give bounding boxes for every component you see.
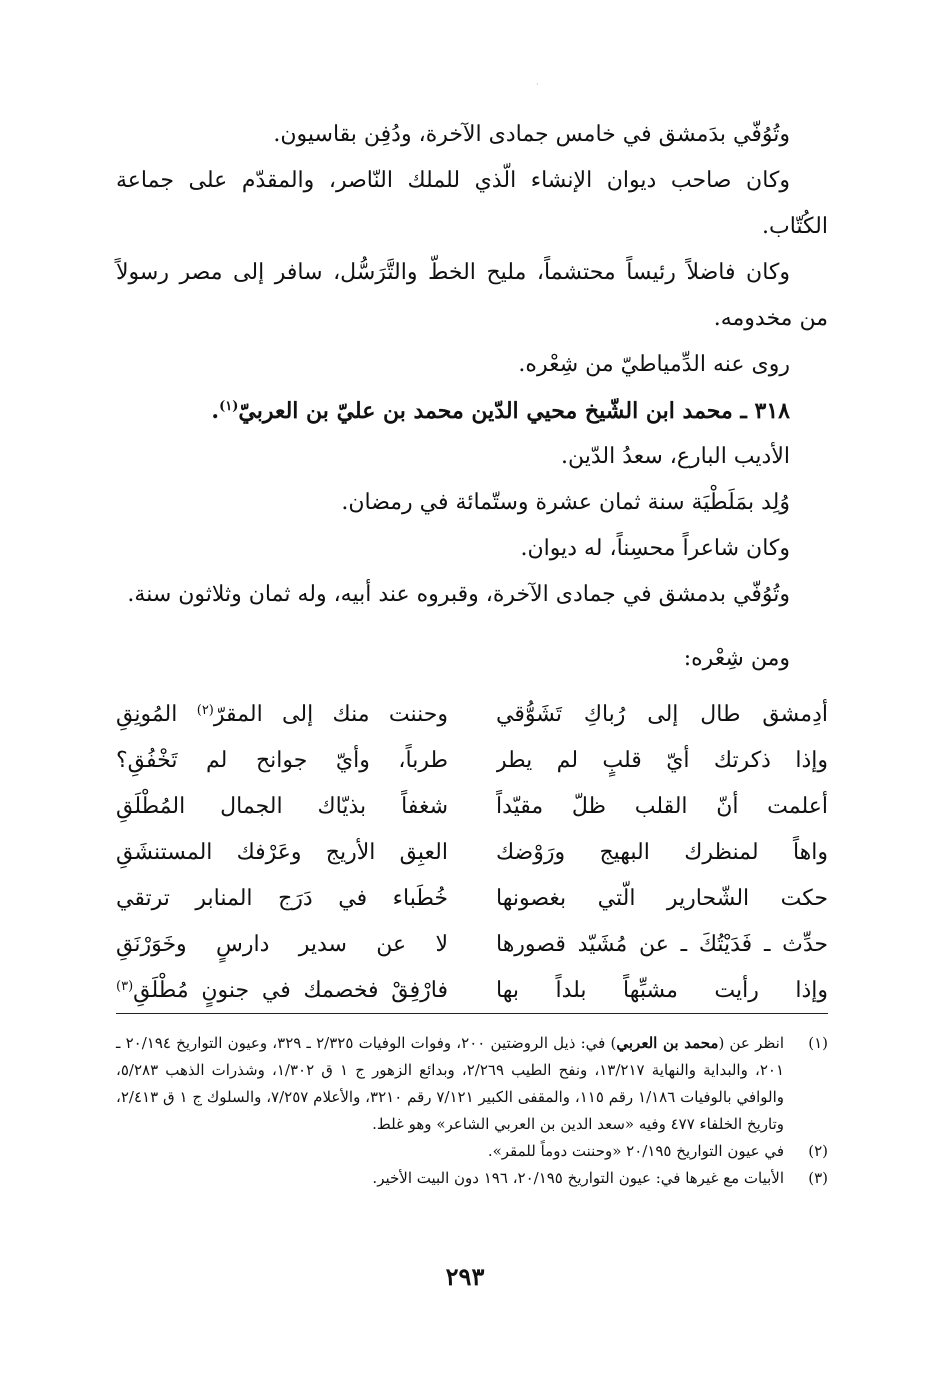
hemistich-second: خُطَباء في دَرَج المنابر ترتقي bbox=[116, 886, 448, 911]
poem bbox=[116, 692, 828, 1014]
main-text bbox=[116, 112, 828, 682]
footnote-divider bbox=[116, 1013, 828, 1014]
footnote-text bbox=[116, 1030, 784, 1138]
footnote-body: ) في: ذيل الروضتين ٢٠٠، وفوات الوفيات ٢/٣٢٥ ـ ٣٢٩، وعيون التواريخ ٢٠/١٩٤ ـ ٢٠١، والبداية والنهاية ١٣/٢١٧، ونفح الطيب ٢/٢٦٩، وبدائع الزهور ج ١ ق ١/٣٠٢، وشذرات الذهب ٥/٢٨٣، والوافي بالوفيات ١/١٨٦ رقم ١١٥، والمقفى الكبير ٧/١٢١ رقم ٣٢١٠، والأعلام ٧/٢٥٧، والسلوك ج ١ ق ٢/٤١٣، وتاريخ الخلفاء ٤٧٧ وفيه «سعد الدين بن العربي الشاعر» وهو غلط. bbox=[116, 1034, 785, 1133]
paragraph-birth: وُلِد بمَلَطْيَة سنة ثمان عشرة وستّمائة في رمضان. bbox=[341, 490, 790, 515]
paragraph-narration: روى عنه الدِّمياطيّ من شِعْره. bbox=[518, 352, 790, 377]
poem-line bbox=[116, 922, 828, 968]
hemistich-first: وإذا ذكرتك أيّ قلبٍ لم يطر bbox=[496, 748, 828, 773]
hemistich-second: شغفاً بذيّاك الجمال المُطْلَقِ bbox=[116, 794, 448, 819]
hemistich-end: المُونِقِ bbox=[116, 702, 197, 727]
footnote-text: الأبيات مع غيرها في: عيون التواريخ ٢٠/١٩٥، ١٩٦ دون البيت الأخير. bbox=[372, 1169, 784, 1187]
hemistich-text: وحننت منك إلى المقرّ bbox=[213, 702, 448, 727]
footnote bbox=[116, 1165, 828, 1192]
footnote-number: (٣) bbox=[808, 1169, 828, 1187]
hemistich-first: وإذا رأيت مشبِّهاً بلداً بها bbox=[496, 978, 828, 1003]
footnote-ref-3: (٣) bbox=[116, 979, 134, 994]
poem-line bbox=[116, 784, 828, 830]
paragraph-epithet: الأديب البارع، سعدُ الدّين. bbox=[561, 444, 790, 469]
hemistich-first: أعلمت أنّ القلب ظلّ مقيّداً bbox=[496, 794, 828, 819]
poem-line bbox=[116, 738, 828, 784]
paragraph-office: وكان صاحب ديوان الإنشاء الّذي للملك النّاصر، والمقدّم على جماعة الكُتّاب. bbox=[116, 168, 828, 239]
poem-line bbox=[116, 876, 828, 922]
footnote-text: في عيون التواريخ ٢٠/١٩٥ «وحننت دوماً للمقر». bbox=[487, 1142, 784, 1160]
hemistich-first: حكت الشّحارير الّتي بغصونها bbox=[496, 886, 828, 911]
poem-intro: ومن شِعْره: bbox=[683, 646, 790, 671]
entry-title: ٣١٨ ـ محمد ابن الشّيخ محيي الدّين محمد بن عليّ بن العربيّ bbox=[238, 398, 790, 424]
hemistich-second bbox=[116, 968, 448, 1014]
footnote-number: (١) bbox=[808, 1034, 828, 1052]
footnote-pre: انظر عن ( bbox=[718, 1034, 785, 1052]
hemistich-text: فارْفِقْ فخصمك في جنونٍ مُطْلَقِ bbox=[133, 978, 448, 1003]
poem-line bbox=[116, 692, 828, 738]
paragraph-death: وتُوُفّي بدمشق في جمادى الآخرة، وقبروه عند أبيه، وله ثمان وثلاثون سنة. bbox=[127, 582, 790, 607]
footnotes bbox=[116, 1030, 828, 1192]
poem-line bbox=[116, 968, 828, 1014]
scan-speck: · bbox=[536, 80, 539, 89]
footnote-ref-2: (٢) bbox=[196, 703, 214, 718]
paragraph-character: وكان فاضلاً رئيساً محتشماً، مليح الخطّ والتَّرَسُّل، سافر إلى مصر رسولاً من مخدومه. bbox=[116, 260, 828, 331]
footnote-ref-1: (١) bbox=[219, 399, 239, 414]
hemistich-first: أدِمشق طال إلى رُباكِ تَشَوُّقي bbox=[496, 702, 828, 727]
footnote bbox=[116, 1138, 828, 1165]
footnote-number: (٢) bbox=[808, 1142, 828, 1160]
hemistich-second: العبِق الأريج وعَرْفك المستنشَقِ bbox=[116, 840, 448, 865]
entry-heading bbox=[116, 388, 828, 434]
hemistich-second: لا عن سدير دارسٍ وخَوَرْنَقِ bbox=[116, 932, 448, 957]
footnote-bold: محمد بن العربي bbox=[616, 1034, 719, 1052]
hemistich-first: واهاً لمنظرك البهيج ورَوْضك bbox=[496, 840, 828, 865]
paragraph-death-date: وتُوُفّي بدَمشق في خامس جمادى الآخرة، ودُفِن بقاسيون. bbox=[273, 122, 790, 147]
entry-period: . bbox=[211, 398, 220, 424]
hemistich-second bbox=[116, 692, 448, 738]
hemistich-second: طرباً، وأيّ جوانح لم تَخْفُقِ؟ bbox=[116, 748, 448, 773]
hemistich-first: حدِّث ـ فَدَيْتُكَ ـ عن مُشَيّد قصورها bbox=[496, 932, 828, 957]
poem-line bbox=[116, 830, 828, 876]
page-number: ٢٩٣ bbox=[445, 1262, 485, 1291]
paragraph-poet: وكان شاعراً محسِناً، له ديوان. bbox=[520, 536, 790, 561]
footnote bbox=[116, 1030, 828, 1138]
